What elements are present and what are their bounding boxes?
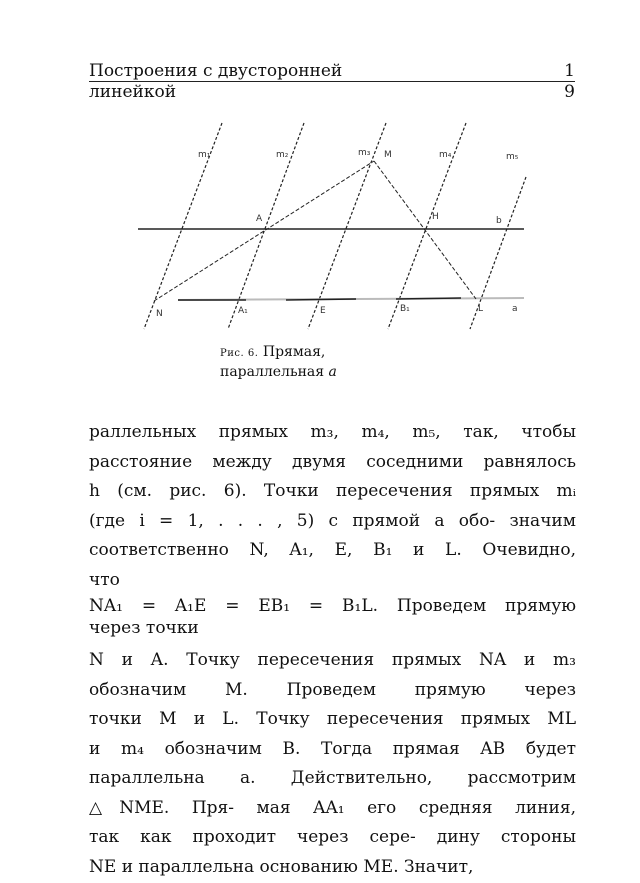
line-m2 (228, 123, 304, 329)
line-a-segment (396, 298, 461, 299)
caption-line-2 (220, 363, 420, 382)
header-row-1 (89, 61, 575, 81)
body-line: что (89, 569, 120, 590)
caption-line-1 (220, 343, 420, 363)
label-A: A (256, 214, 263, 224)
body-line: параллельна a. Действительно, рассмотрим (89, 768, 576, 788)
caption-text-1: Прямая, (262, 344, 326, 360)
body-line: раллельных прямых m₃, m₄, m₅, так, чтобы (89, 422, 576, 442)
page-header (89, 61, 575, 102)
body-line: N и A. Точку пересечения прямых NA и m₃ (89, 650, 576, 670)
label-m3: m₃ (358, 148, 371, 158)
caption-prefix: Рис. 6. (220, 348, 259, 359)
label-E: E (320, 306, 326, 316)
label-a: a (512, 304, 518, 314)
label-b: b (496, 216, 502, 226)
header-page-number-2: 9 (564, 82, 575, 102)
body-line: расстояние между двумя соседними равнялось (89, 451, 576, 472)
body-line: h (см. рис. 6). Точки пересечения прямых mᵢ (89, 481, 576, 501)
line-ML (374, 161, 476, 299)
body-line: так как проходит через сере- дину стороны (89, 827, 576, 847)
header-row-2 (89, 82, 575, 102)
caption-variable: a (328, 364, 337, 380)
header-page-number-1: 1 (564, 61, 575, 81)
caption-text-2: параллельная (220, 364, 325, 380)
label-N: N (156, 309, 163, 319)
label-M: M (384, 150, 392, 160)
label-B1: B₁ (400, 304, 410, 314)
figure-caption (220, 343, 420, 382)
body-text (89, 418, 576, 882)
body-line: NA₁ = A₁E = EB₁ = B₁L. Проведем прямую (89, 596, 576, 616)
body-line: точки M и L. Точку пересечения прямых ML (89, 709, 576, 729)
label-m4: m₄ (439, 150, 452, 160)
label-m5: m₅ (506, 152, 519, 162)
line-a-segment (286, 299, 356, 300)
label-m2: m₂ (276, 150, 289, 160)
body-line: (где i = 1, . . . , 5) с прямой a обо- значим (89, 510, 576, 531)
label-L: L (478, 304, 484, 314)
body-line: соответственно N, A₁, E, B₁ и L. Очевидно, (89, 540, 576, 560)
paragraph-gap (89, 639, 576, 646)
header-title-line2: линейкой (89, 82, 177, 102)
body-line: △NME. Пря- мая AA₁ его средняя линия, (89, 797, 576, 818)
body-line: через точки (89, 618, 199, 638)
body-line: обозначим M. Проведем прямую через (89, 679, 576, 700)
figure-6-diagram (136, 117, 530, 333)
body-line: и m₄ обозначим B. Тогда прямая AB будет (89, 738, 576, 759)
label-H: H (432, 212, 439, 222)
header-title-line1: Построения с двусторонней (89, 61, 343, 81)
label-A1: A₁ (238, 306, 248, 316)
body-line: NE и параллельна основанию ME. Значит, (89, 856, 474, 877)
label-m1: m₁ (198, 150, 211, 160)
